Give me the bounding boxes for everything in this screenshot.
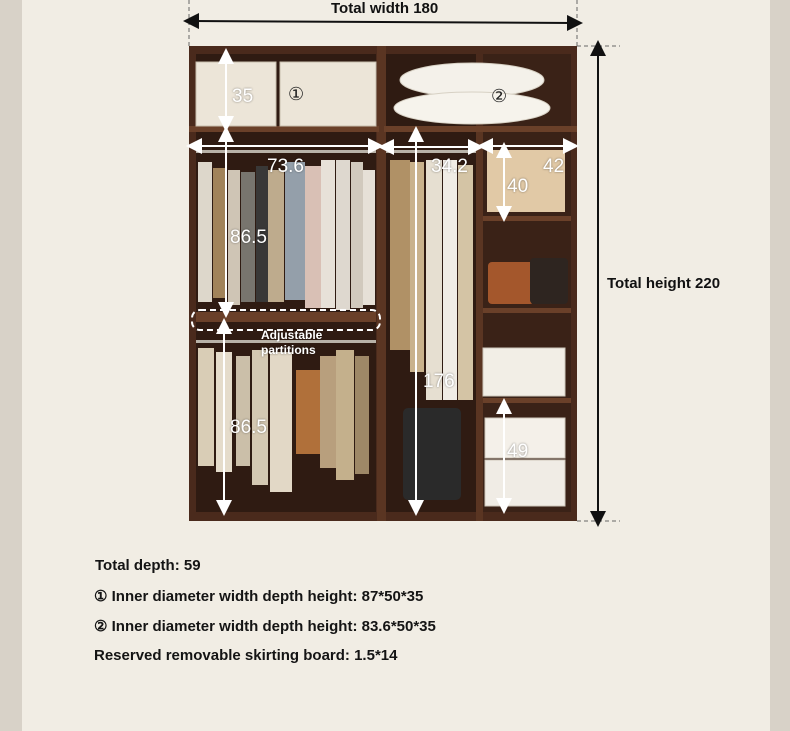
- dim-right-shelf-height: 40: [507, 176, 529, 197]
- dim-upper-hang-height: 86.5: [230, 227, 267, 248]
- dim-left-hang-width: 73.6: [267, 156, 304, 177]
- dim-top-left-height: 35: [232, 86, 254, 107]
- dim-middle-hang-width: 34.2: [431, 156, 468, 177]
- marker-box-2: ②: [491, 86, 508, 106]
- dim-right-shelf-width: 42: [543, 156, 565, 177]
- total-width-label: Total width 180: [331, 0, 439, 17]
- adjustable-partition: [196, 312, 376, 322]
- spec-inner-2: ② Inner diameter width depth height: 83.6*50*35: [94, 618, 436, 635]
- partition-note: [261, 328, 322, 358]
- pillow: [394, 92, 550, 124]
- spec-skirting: Reserved removable skirting board: 1.5*14: [94, 647, 398, 664]
- partition-note-line2: partitions: [261, 343, 316, 357]
- clear-drawer: [485, 460, 565, 506]
- partition-note-line1: Adjustable: [261, 328, 323, 342]
- hanging-clothes-upper: [198, 160, 375, 310]
- suitcase: [403, 408, 461, 500]
- dim-drawer-height: 49: [507, 441, 529, 462]
- spec-total-depth: Total depth: 59: [95, 557, 201, 574]
- dim-lower-hang-height: 86.5: [230, 417, 267, 438]
- clear-drawer: [483, 348, 565, 396]
- handbag: [488, 262, 534, 304]
- total-width-arrow: [191, 21, 575, 23]
- top-shelf-right: [384, 126, 577, 132]
- dim-middle-hang-height: 176: [423, 371, 455, 392]
- handbag: [530, 258, 568, 304]
- marker-box-1: ①: [288, 84, 305, 104]
- total-height-label: Total height 220: [607, 275, 721, 292]
- top-shelf-left: [189, 126, 379, 132]
- spec-inner-1: ① Inner diameter width depth height: 87*50*35: [94, 588, 424, 605]
